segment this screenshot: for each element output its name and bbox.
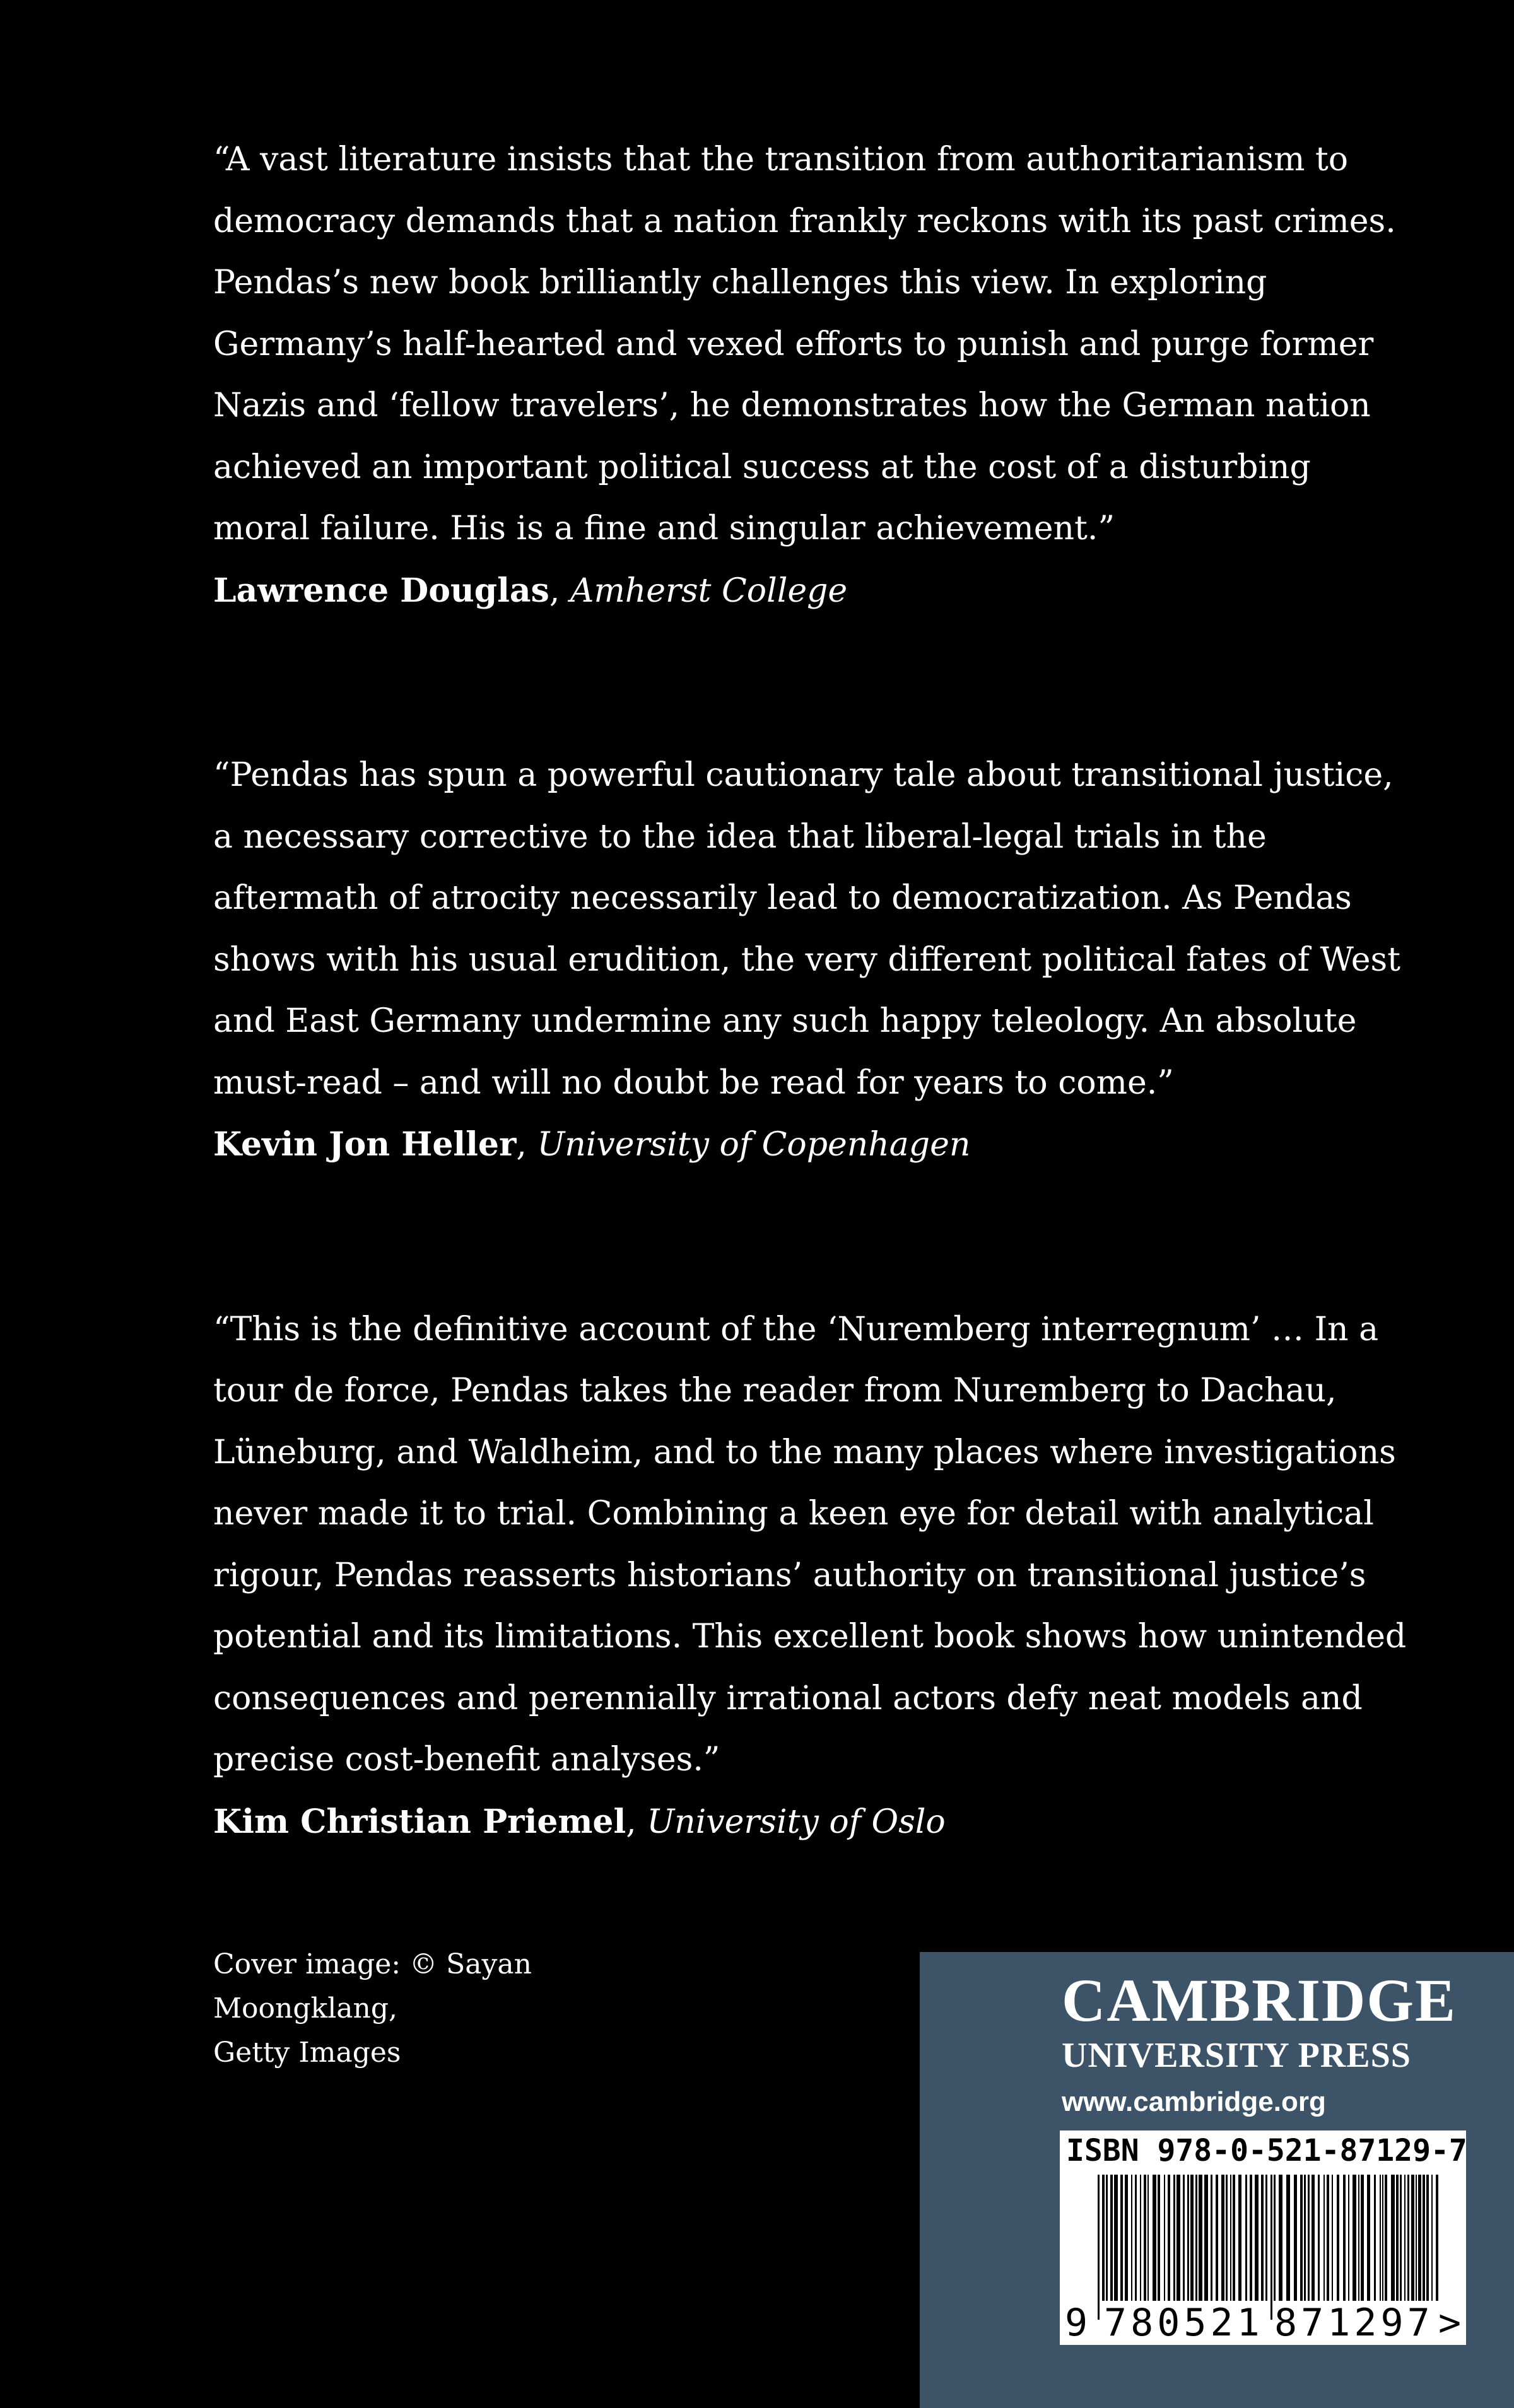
barcode-bar: [1106, 2175, 1108, 2301]
barcode-bar: [1195, 2175, 1197, 2301]
barcode-bar: [1374, 2175, 1376, 2301]
publisher-url: www.cambridge.org: [1062, 2086, 1326, 2117]
quote-attribution: [213, 560, 1412, 622]
barcode-bar: [1153, 2175, 1156, 2301]
endorsement-1: [213, 129, 1412, 622]
barcode-digits-left: 780521: [1104, 2301, 1264, 2345]
barcode-bar: [1211, 2175, 1212, 2301]
quote-text: “This is the definitive account of the ‘Nuremberg interregnum’ … In a tour de force, Pendas takes the reader from Nuremberg to Dachau, Lüneburg, and Waldheim, and to the many places where investigations never made it to trial. Combining a keen eye for detail with analytical rigour, Pendas reasserts historians’ authority on transitional justice’s potential and its limitations. This excellent book shows how unintended consequences and perennially irrational actors defy neat models and precise cost-benefit analyses.”: [213, 1310, 1407, 1779]
quote-text: “Pendas has spun a powerful cautionary tale about transitional justice, a necessary corrective to the idea that liberal-legal trials in the aftermath of atrocity necessarily lead to democratization. As Pendas shows with his usual erudition, the very different political fates of West and East Germany undermine any such happy teleology. An absolute must-read – and will no doubt be read for years to come.”: [213, 756, 1401, 1102]
endorser-name: Lawrence Douglas: [213, 571, 549, 610]
barcode-bar: [1358, 2175, 1359, 2301]
barcode-bar: [1312, 2175, 1315, 2301]
barcode-bar: [1404, 2175, 1405, 2301]
barcode-bar: [1183, 2175, 1185, 2301]
barcode-bar: [1318, 2175, 1320, 2301]
barcode-bar: [1261, 2175, 1264, 2301]
endorser-name: Kevin Jon Heller: [213, 1125, 517, 1164]
isbn-barcode: [1060, 2130, 1466, 2345]
barcode-bar: [1323, 2175, 1325, 2301]
endorser-institution: Amherst College: [570, 571, 848, 610]
barcode-bar: [1233, 2175, 1235, 2301]
barcode-bar: [1110, 2175, 1113, 2301]
barcode-bar: [1418, 2175, 1421, 2301]
barcode-bar: [1332, 2175, 1333, 2301]
barcode-bar: [1385, 2175, 1387, 2301]
quote-attribution: [213, 1791, 1412, 1854]
publisher-logo-name: CAMBRIDGE: [1062, 1967, 1457, 2034]
barcode-bar: [1102, 2175, 1105, 2301]
barcode-digits-right: 871297: [1274, 2301, 1434, 2345]
credit-line-1: Cover image: © Sayan Moongklang,: [213, 1948, 532, 2025]
barcode-bar: [1426, 2175, 1429, 2301]
endorser-institution: University of Copenhagen: [537, 1126, 971, 1164]
barcode-bar: [1216, 2175, 1218, 2301]
barcode-bar: [1300, 2175, 1303, 2301]
quote-attribution: [213, 1114, 1412, 1176]
barcode-bar: [1400, 2175, 1402, 2301]
attribution-separator: ,: [549, 571, 570, 610]
barcode-bar: [1245, 2175, 1247, 2301]
endorser-name: Kim Christian Priemel: [213, 1802, 626, 1841]
barcode-bar: [1391, 2175, 1395, 2301]
endorsements: [213, 129, 1412, 1976]
barcode-bar: [1255, 2175, 1259, 2301]
barcode-bar: [1131, 2175, 1132, 2301]
attribution-separator: ,: [516, 1126, 537, 1164]
barcode-bar: [1238, 2175, 1241, 2301]
barcode-bar: [1270, 2175, 1272, 2320]
barcode-bar: [1431, 2175, 1433, 2301]
barcode-bar: [1230, 2175, 1231, 2301]
barcode-bar: [1221, 2175, 1224, 2301]
barcode-bar: [1204, 2175, 1208, 2301]
barcode-bar: [1114, 2175, 1118, 2301]
barcode-bar: [1140, 2175, 1141, 2301]
barcode-bar: [1327, 2175, 1329, 2301]
barcode-bar: [1294, 2175, 1297, 2301]
barcode-bar: [1411, 2175, 1414, 2301]
barcode-bar: [1168, 2175, 1170, 2301]
barcode-bar: [1250, 2175, 1252, 2301]
barcode-bar: [1304, 2175, 1306, 2301]
barcode-digits: [1060, 2301, 1466, 2345]
barcode-quiet-mark: >: [1438, 2301, 1462, 2345]
barcode-bar: [1343, 2175, 1346, 2301]
barcode-bar: [1348, 2175, 1349, 2301]
barcode-bar: [1380, 2175, 1381, 2301]
barcode-bar: [1120, 2175, 1123, 2301]
barcode-bar: [1396, 2175, 1399, 2301]
endorsement-2: [213, 745, 1412, 1176]
barcode-bar: [1308, 2175, 1310, 2301]
barcode-bar: [1279, 2175, 1282, 2301]
barcode-bar: [1147, 2175, 1149, 2301]
barcode-bar: [1416, 2175, 1417, 2301]
barcode-bar: [1177, 2175, 1180, 2301]
barcode-bar: [1367, 2175, 1370, 2301]
barcode-bar: [1274, 2175, 1276, 2301]
publisher-subtitle: UNIVERSITY PRESS: [1062, 2036, 1411, 2075]
cover-image-credit: [213, 1943, 718, 2075]
quote-text: “A vast literature insists that the transition from authoritarianism to democracy demands that a nation frankly reckons with its past crimes. Pendas’s new book brilliantly challenges this view. In exploring Germany’s half-hearted and vexed efforts to punish and purge former Nazis and ‘fellow travelers’, he demonstrates how the German nation achieved an important political success at the cost of a disturbing moral failure. His is a fine and singular achievement.”: [213, 141, 1396, 547]
endorsement-3: [213, 1299, 1412, 1854]
barcode-bar: [1173, 2175, 1175, 2301]
barcode-bar: [1337, 2175, 1339, 2301]
barcode-bar: [1144, 2175, 1146, 2301]
barcode-bar: [1353, 2175, 1356, 2301]
barcode-bar: [1226, 2175, 1228, 2301]
barcode-bar: [1423, 2175, 1425, 2301]
attribution-separator: ,: [626, 1803, 647, 1841]
credit-line-2: Getty Images: [213, 2037, 401, 2069]
barcode-bar: [1199, 2175, 1202, 2301]
barcode-bar: [1361, 2175, 1364, 2301]
endorser-institution: University of Oslo: [647, 1803, 946, 1841]
barcode-bar: [1125, 2175, 1128, 2301]
barcode-bar: [1286, 2175, 1290, 2301]
barcode-bar: [1382, 2175, 1383, 2301]
barcode-digit-first: 9: [1065, 2301, 1088, 2345]
barcode-bar: [1265, 2175, 1267, 2301]
isbn-label: ISBN 978-0-521-87129-7: [1066, 2133, 1467, 2168]
barcode-bar: [1436, 2175, 1438, 2301]
barcode-bar: [1135, 2175, 1137, 2301]
barcode-bar: [1407, 2175, 1409, 2301]
publisher-panel: [920, 1952, 1514, 2408]
barcode-bar: [1098, 2175, 1100, 2320]
barcode-bar: [1190, 2175, 1194, 2301]
barcode-bar: [1187, 2175, 1189, 2301]
barcode-bar: [1164, 2175, 1165, 2301]
barcode-bar: [1158, 2175, 1160, 2301]
